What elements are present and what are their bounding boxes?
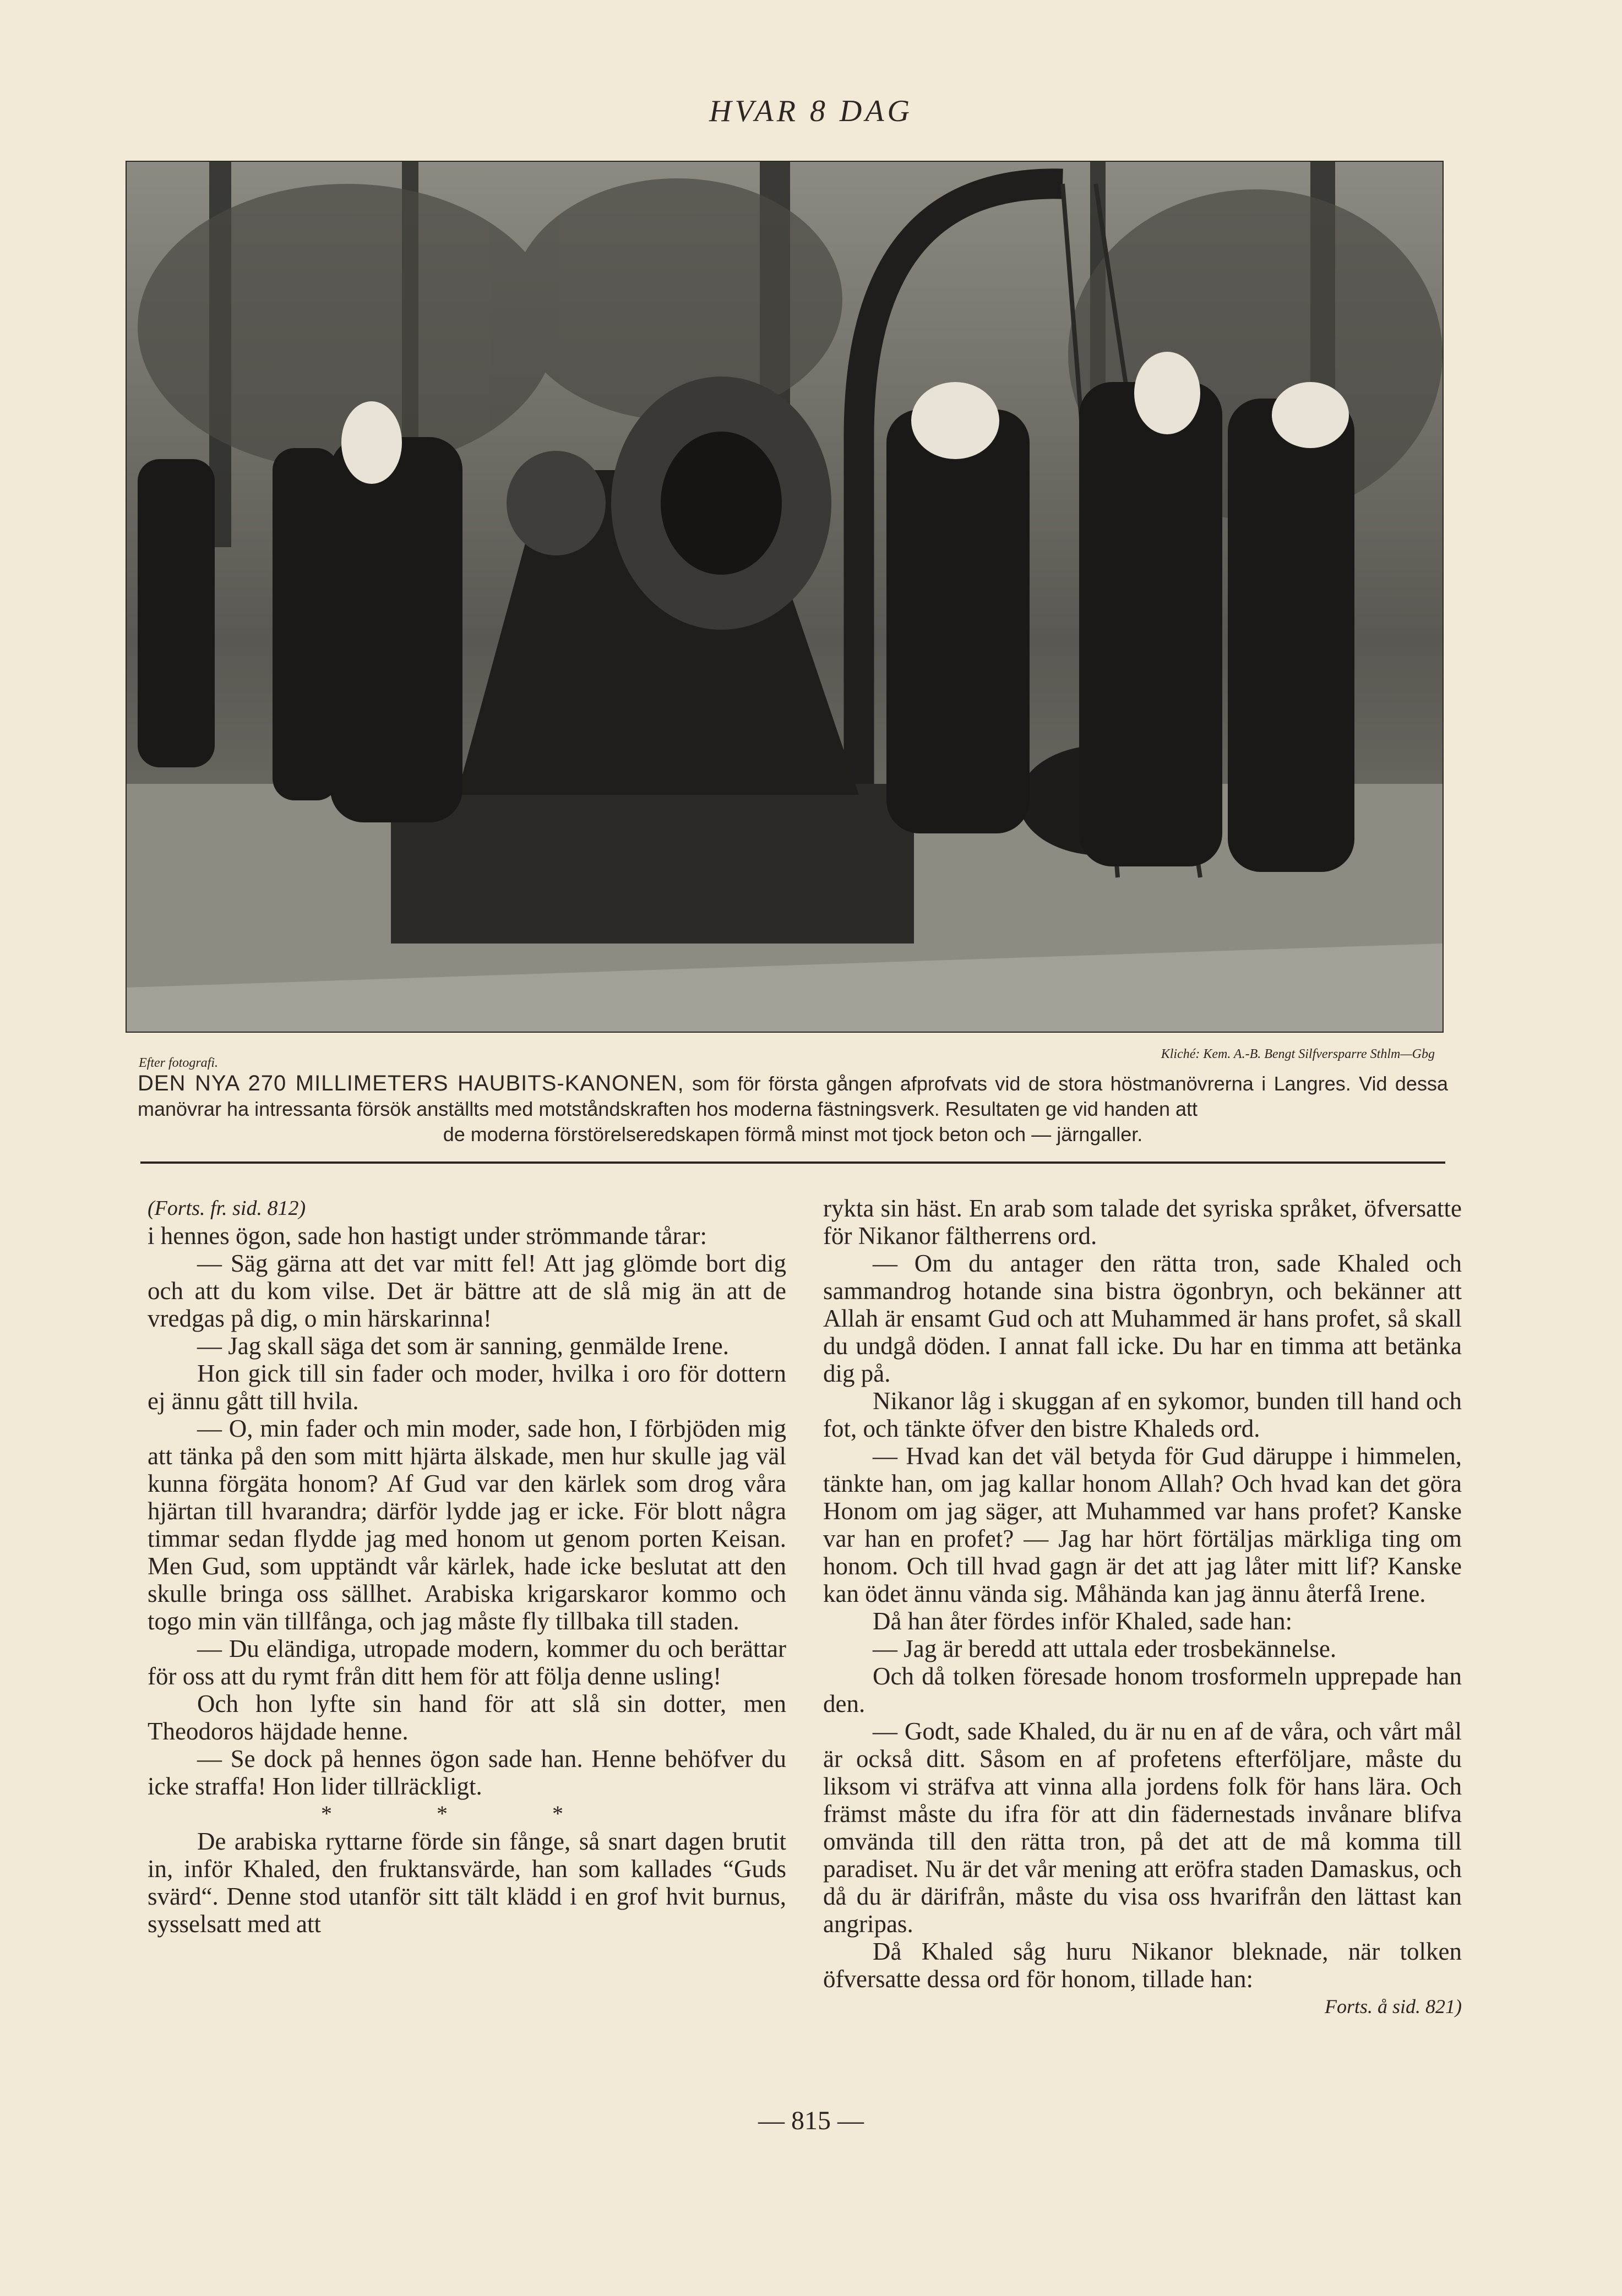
engraving-credit: Kliché: Kem. A.-B. Bengt Silfversparre Sthlm—Gbg (1161, 1047, 1435, 1061)
photo-caption (138, 1071, 1448, 1147)
right-column (823, 1195, 1462, 2020)
caption-title: DEN NYA 270 MILLIMETERS HAUBITS-KANONEN, (138, 1071, 684, 1095)
paragraph: — Hvad kan det väl betyda för Gud däruppe i himmelen, tänkte han, om jag kallar honom Allah? Och hvad kan det göra Honom om jag säger, att Muhammed var hans profet? Kanske var han en profet? — Jag har hört förtäljas märkliga ting om honom. Och till hvad gagn är det att jag låter mitt lif? Kanske kan ödet ännu vända sig. Måhända kan jag ännu återfå Irene. (823, 1442, 1462, 1607)
paragraph: — Jag skall säga det som är sanning, genmälde Irene. (197, 1332, 729, 1360)
caption-line2: Vid dessa manövrar ha intressanta försök anställts med motståndskraften hos moderna fästningsverk. Resultaten ge vid handen att (138, 1072, 1448, 1120)
photo-credit: Efter fotografi. (139, 1056, 218, 1070)
howitzer-photograph (126, 161, 1444, 1033)
paragraph: rykta sin häst. En arab som talade det syriska språket, öfversatte för Nikanor fältherrens ord. (823, 1195, 1462, 1250)
paragraph: — Säg gärna att det var mitt fel! Att jag glömde bort dig och att du kom vilse. Det är bättre att de slå mig än att de vredgas på dig, o min härskarinna! (148, 1250, 786, 1332)
running-header: HVAR 8 DAG (709, 94, 913, 128)
left-column (148, 1195, 786, 1938)
section-break-stars: * * * (321, 1801, 613, 1826)
caption-line3: de moderna förstörelseredskapen förmå minst mot tjock beton och — järngaller. (443, 1123, 1143, 1146)
paragraph: Då Khaled såg huru Nikanor bleknade, när tolken öfversatte dessa ord för honom, tillade han: (823, 1938, 1462, 1993)
caption-line1: som för första gången afprofvats vid de stora höstmanövrerna i Langres. (684, 1072, 1351, 1095)
paragraph: i hennes ögon, sade hon hastigt under strömmande tårar: (148, 1222, 707, 1250)
paragraph: — Om du antager den rätta tron, sade Khaled och sammandrog hotande sina bistra ögonbryn, och bekänner att Allah är ensamt Gud och att Muhammed är hans profet, så skall du undgå döden. I annat fall icke. Du har en timma att betänka dig på. (823, 1250, 1462, 1387)
paragraph: — Du eländiga, utropade modern, kommer du och berättar för oss att du rymt från ditt hem för att följa denne usling! (148, 1635, 786, 1690)
continued-from-note: (Forts. fr. sid. 812) (148, 1197, 306, 1220)
paragraph: Och då tolken föresade honom trosformeln upprepade han den. (823, 1662, 1462, 1717)
paragraph: De arabiska ryttarne förde sin fånge, så snart dagen brutit in, inför Khaled, den fruktansvärde, han som kallades “Guds svärd“. Denne stod utanför sitt tält klädd i en grof hvit burnus, sysselsatt med att (148, 1828, 786, 1938)
paragraph: Och hon lyfte sin hand för att slå sin dotter, men Theodoros häjdade henne. (148, 1690, 786, 1745)
page-number: — 815 — (758, 2106, 864, 2135)
paragraph: — Jag är beredd att uttala eder trosbekännelse. (873, 1635, 1337, 1662)
photograph-illustration (127, 162, 1443, 1032)
continued-on-note: Forts. å sid. 821) (1324, 1995, 1462, 2017)
paragraph: Hon gick till sin fader och moder, hvilka i oro för dottern ej ännu gått till hvila. (148, 1360, 786, 1415)
paragraph: — Godt, sade Khaled, du är nu en af de våra, och vårt mål är också ditt. Såsom en af profetens efterföljare, måste du liksom vi sträfva att vinna alla jordens folk för hans lära. Och främst måste du ifra för att din fädernestads invånare blifva omvända till den rätta tron, på det att de må komma till paradiset. Nu är det vår mening att eröfra staden Damaskus, och då du är därifrån, måste du visa oss hvarifrån den lättast kan angripas. (823, 1717, 1462, 1938)
paragraph: — O, min fader och min moder, sade hon, I förbjöden mig att tänka på den som mitt hjärta älskade, men hur skulle jag väl kunna förgäta honom? Af Gud var den kärlek som drog våra hjärtan till hvarandra; därför lydde jag er icke. För blott några timmar sedan flydde jag med honom ut genom porten Keisan. Men Gud, som upptändt vår kärlek, hade icke beslutat att den skulle bringa oss sällhet. Arabiska krigarskaror kommo och togo min vän tillfånga, och jag måste fly tillbaka till staden. (148, 1415, 786, 1635)
paragraph: Nikanor låg i skuggan af en sykomor, bunden till hand och fot, och tänkte öfver den bistre Khaleds ord. (823, 1387, 1462, 1442)
divider-rule (140, 1161, 1445, 1164)
paragraph: — Se dock på hennes ögon sade han. Henne behöfver du icke straffa! Hon lider tillräckligt. (148, 1745, 786, 1800)
paragraph: Då han åter fördes inför Khaled, sade han: (873, 1607, 1293, 1635)
